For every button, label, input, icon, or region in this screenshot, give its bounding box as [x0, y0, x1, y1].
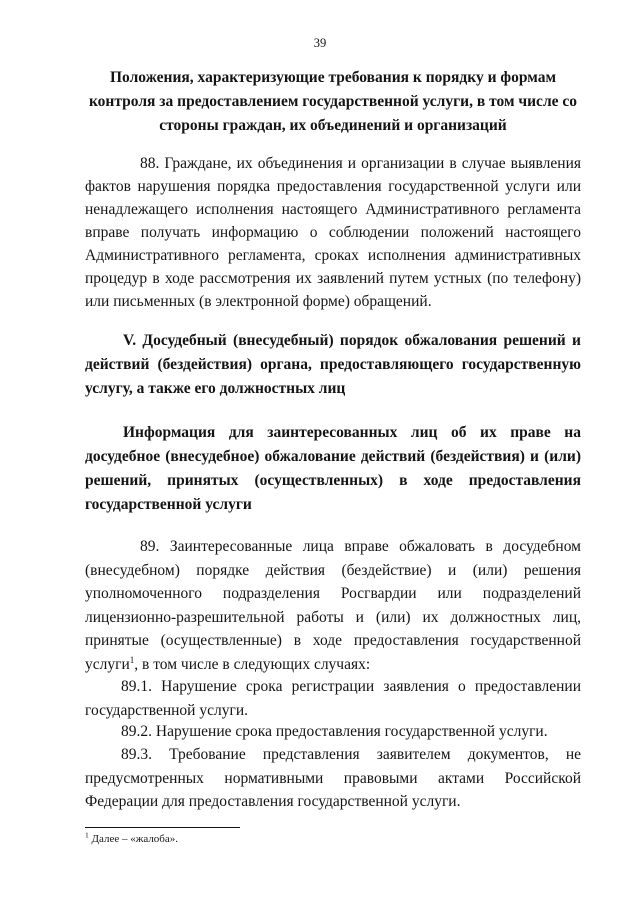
section-heading-appeal-information: Информация для заинтересованных лиц об их праве на досудебное (внесудебное) обжалование действий (бездействия) и (или) решений, принятых (осуществленных) в ходе предоставления государственной услуги	[85, 424, 581, 513]
paragraph-88: 88. Граждане, их объединения и организации в случае выявления фактов нарушения порядка предоставления государственной услуги или ненадлежащего исполнения настоящего Административного регламента вправе получать информацию о соблюдении положений настоящего Административного регламента, сроках исполнения административных процедур в ходе рассмотрения их заявлений путем устных (по телефону) или письменных (в электронной форме) обращений.	[85, 155, 581, 310]
paragraph-89-1: 89.1. Нарушение срока регистрации заявления о предоставлении государственной услуги.	[85, 678, 581, 719]
footnote	[85, 832, 178, 846]
paragraph-89-3: 89.3. Требование представления заявителем документов, не предусмотренных нормативными правовыми актами Российской Федерации для предоставления государственной услуги.	[85, 746, 581, 810]
footnote-text: Далее – «жалоба».	[88, 833, 179, 845]
paragraph-89-tail: , в том числе в следующих случаях:	[134, 655, 371, 673]
section-heading-v-pretrial-appeal: V. Досудебный (внесудебный) порядок обжалования решений и действий (бездействия) органа, предоставляющего государственную услугу, а также его должностных лиц	[85, 332, 581, 397]
footnote-divider	[85, 827, 240, 828]
page-number: 39	[313, 36, 327, 50]
paragraph-89	[85, 535, 581, 677]
section-heading-control-requirements: Положения, характеризующие требования к порядку и формам контроля за предоставлением государственной услуги, в том числе со стороны граждан, их объединений и организаций	[88, 69, 578, 134]
footnote-reference: 1	[129, 654, 135, 665]
paragraph-89-text: 89. Заинтересованные лица вправе обжаловать в досудебном (внесудебном) порядке действия (бездействие) и (или) решения уполномоченного подразделения Росгвардии или подразделений лицензионно-разрешительной работы и (или) их должностных лиц, принятые (осуществленные) в ходе предоставления государственной услуги	[85, 538, 581, 673]
footnote-marker: 1	[85, 830, 89, 840]
paragraph-89-2: 89.2. Нарушение срока предоставления государственной услуги.	[121, 723, 548, 740]
